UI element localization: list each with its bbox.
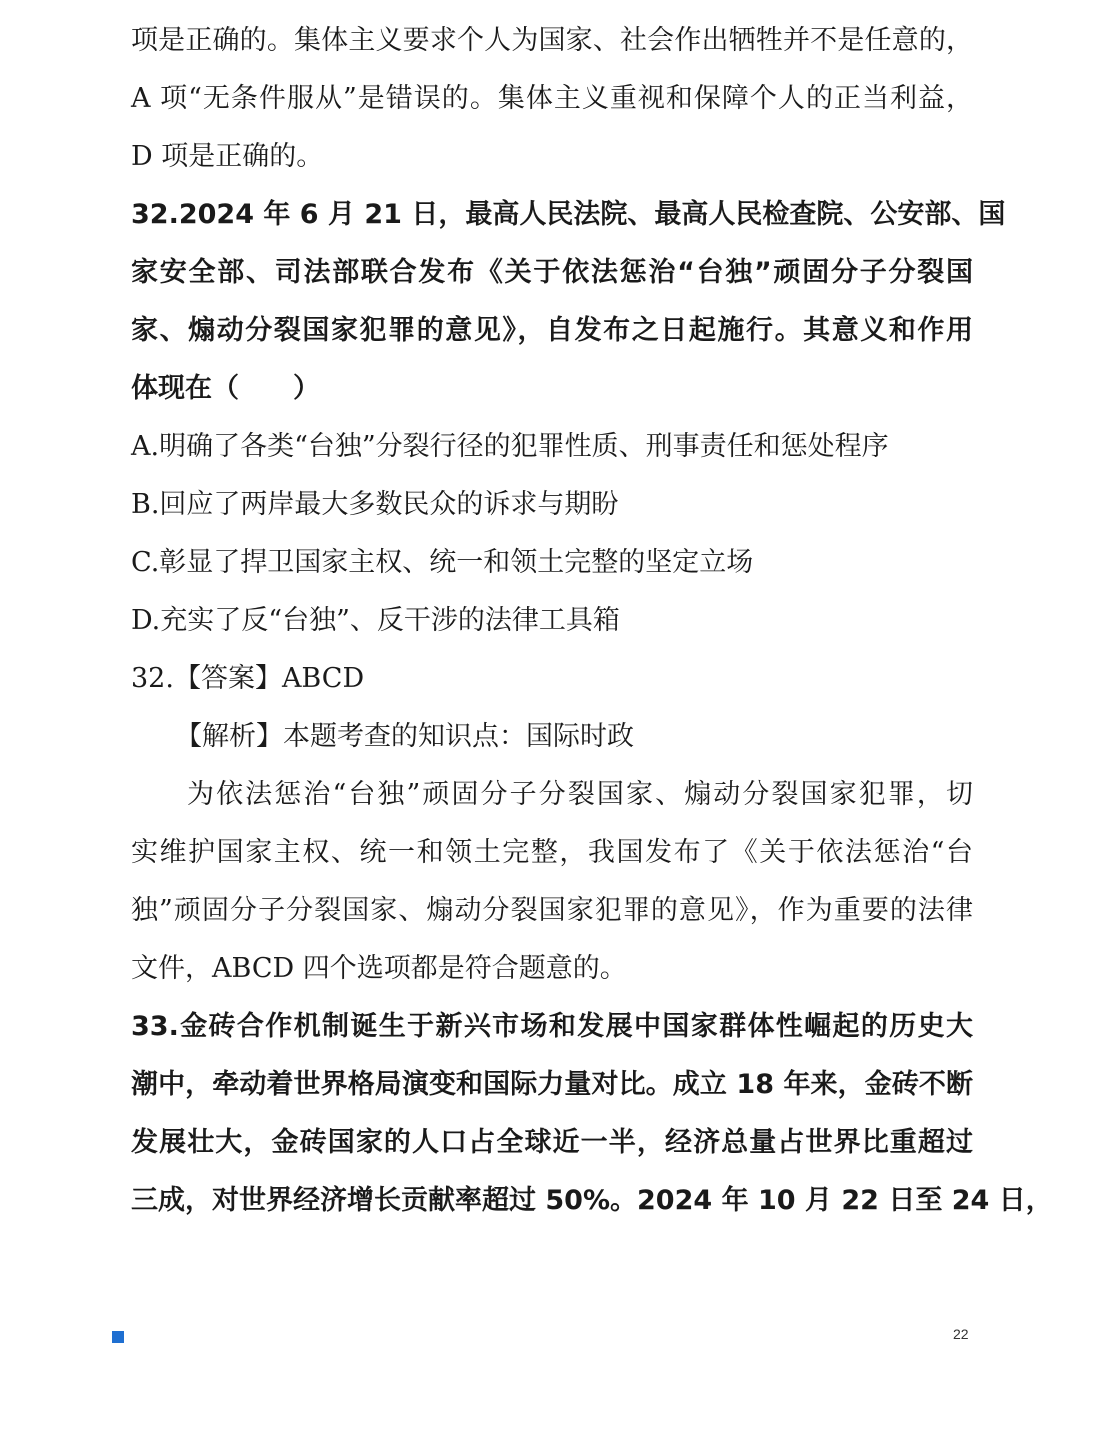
question-33-stem-line: 潮中，牵动着世界格局演变和国际力量对比。成立 18 年来，金砖不断 — [131, 1069, 973, 1100]
question-32-stem-line: 体现在（ ） — [131, 373, 320, 404]
option-a: A.明确了各类“台独”分裂行径的犯罪性质、刑事责任和惩处程序 — [131, 431, 889, 462]
analysis-32-text-line: 独”顽固分子分裂国家、煽动分裂国家犯罪的意见》，作为重要的法律 — [131, 895, 973, 926]
text-line: D 项是正确的。 — [131, 141, 324, 172]
option-c: C.彰显了捍卫国家主权、统一和领土完整的坚定立场 — [131, 547, 754, 578]
question-32-stem-line: 32.2024 年 6 月 21 日，最高人民法院、最高人民检查院、公安部、国 — [131, 199, 1006, 230]
analysis-32-heading: 【解析】本题考查的知识点：国际时政 — [175, 721, 634, 752]
page-content — [131, 12, 1053, 1230]
analysis-32-text-line: 文件，ABCD 四个选项都是符合题意的。 — [131, 953, 627, 984]
option-d: D.充实了反“台独”、反干涉的法律工具箱 — [131, 605, 620, 636]
footer-square-icon — [112, 1331, 124, 1343]
question-33-stem-line: 33.金砖合作机制诞生于新兴市场和发展中国家群体性崛起的历史大 — [131, 1011, 973, 1042]
question-33-stem-line: 发展壮大，金砖国家的人口占全球近一半，经济总量占世界比重超过 — [131, 1127, 973, 1158]
text-line: 项是正确的。集体主义要求个人为国家、社会作出牺牲并不是任意的， — [131, 25, 973, 56]
text-line: A 项“无条件服从”是错误的。集体主义重视和保障个人的正当利益， — [131, 83, 973, 114]
option-b: B.回应了两岸最大多数民众的诉求与期盼 — [131, 489, 619, 520]
question-32-stem-line: 家、煽动分裂国家犯罪的意见》，自发布之日起施行。其意义和作用 — [131, 315, 973, 346]
analysis-32-text-line: 实维护国家主权、统一和领土完整，我国发布了《关于依法惩治“台 — [131, 837, 973, 868]
page-number: 22 — [953, 1326, 969, 1342]
question-33-stem-line: 三成，对世界经济增长贡献率超过 50%。2024 年 10 月 22 日至 24 日， — [131, 1185, 1053, 1216]
analysis-32-text-line: 为依法惩治“台独”顽固分子分裂国家、煽动分裂国家犯罪，切 — [187, 779, 973, 810]
answer-32: 32.【答案】ABCD — [131, 663, 365, 694]
question-32-stem-line: 家安全部、司法部联合发布《关于依法惩治“台独”顽固分子分裂国 — [131, 257, 973, 288]
